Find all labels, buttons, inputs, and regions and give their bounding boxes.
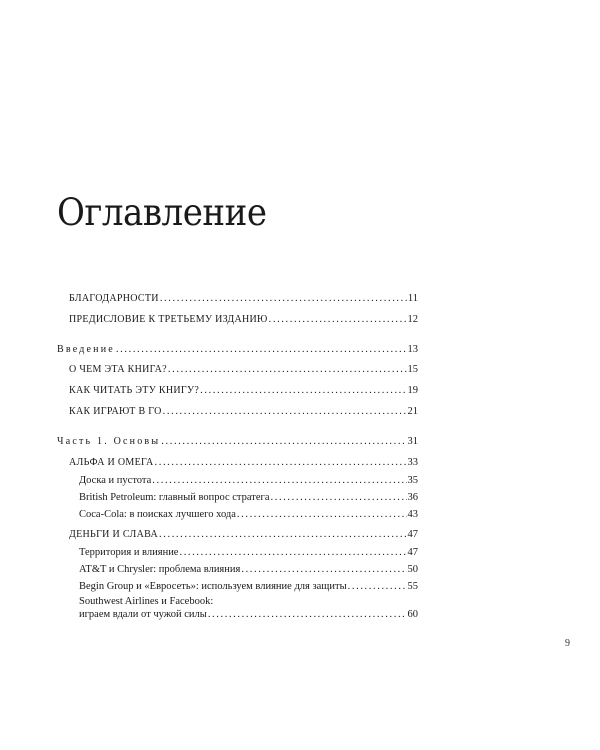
toc-entry-introduction[interactable]: [57, 343, 418, 357]
toc-entry-title: Coca-Cola: в поисках лучшего хода: [79, 509, 236, 520]
toc-leader-dots: [159, 292, 407, 306]
toc-leader-dots: [162, 405, 407, 419]
toc-entry-title: КАК ИГРАЮТ В ГО: [69, 406, 162, 417]
toc-entry-title: British Petroleum: главный вопрос стратега: [79, 492, 270, 503]
toc-entry-alpha-omega[interactable]: [69, 456, 418, 470]
toc-entry-page: 60: [407, 609, 418, 620]
toc-leader-dots: [236, 508, 407, 522]
toc-entry-att-chrysler[interactable]: [79, 563, 418, 577]
toc-entry-title: Часть 1. Основы: [57, 436, 161, 447]
toc-entry-page: 11: [407, 293, 418, 304]
toc-entry-british-petroleum[interactable]: [79, 491, 418, 505]
toc-entry-page: 31: [407, 436, 418, 447]
toc-leader-dots: [154, 456, 407, 470]
toc-entry-page: 35: [407, 475, 418, 486]
toc-entry-title-line1: Southwest Airlines и Facebook:: [79, 596, 214, 607]
page-number: 9: [565, 638, 570, 649]
toc-entry-title: Доска и пустота: [79, 475, 152, 486]
toc-entry-title: БЛАГОДАРНОСТИ: [69, 293, 159, 304]
toc-leader-dots: [207, 608, 407, 621]
toc-entry-acknowledgements[interactable]: [69, 292, 418, 306]
page-title: Оглавление: [57, 191, 267, 234]
toc-entry-coca-cola[interactable]: [79, 508, 418, 522]
toc-entry-territory-influence[interactable]: [79, 546, 418, 560]
toc-entry-page: 47: [407, 529, 418, 540]
toc-entry-page: 33: [407, 457, 418, 468]
toc-leader-dots: [199, 384, 406, 398]
toc-entry-title: ПРЕДИСЛОВИЕ К ТРЕТЬЕМУ ИЗДАНИЮ: [69, 314, 268, 325]
toc-entry-title: Введение: [57, 344, 115, 355]
toc-entry-how-go-is-played[interactable]: [69, 405, 418, 419]
toc-entry-page: 21: [407, 406, 418, 417]
toc-entry-board-and-void[interactable]: [79, 474, 418, 488]
toc-entry-page: 43: [407, 509, 418, 520]
toc-entry-page: 47: [407, 547, 418, 558]
toc-entry-page: 36: [407, 492, 418, 503]
toc-entry-part-1[interactable]: [57, 435, 418, 449]
toc-leader-dots: [151, 474, 406, 488]
toc-entry-page: 50: [407, 564, 418, 575]
toc-entry-preface[interactable]: [69, 313, 418, 327]
toc-leader-dots: [270, 491, 407, 505]
toc-leader-dots: [178, 546, 406, 560]
toc-entry-begin-group[interactable]: [79, 580, 418, 594]
toc-entry-title: АЛЬФА И ОМЕГА: [69, 457, 154, 468]
toc-entry-page: 13: [407, 344, 418, 355]
toc-leader-dots: [115, 343, 407, 357]
toc-entry-title: AT&T и Chrysler: проблема влияния: [79, 564, 241, 575]
toc-leader-dots: [268, 313, 407, 327]
toc-entry-title: Begin Group и «Евросеть»: используем влияние для защиты: [79, 581, 347, 592]
toc-entry-title: Территория и влияние: [79, 547, 179, 558]
toc-leader-dots: [347, 580, 407, 594]
toc-entry-money-and-glory[interactable]: [69, 528, 418, 542]
toc-entry-title: КАК ЧИТАТЬ ЭТУ КНИГУ?: [69, 385, 200, 396]
toc-leader-dots: [158, 528, 406, 542]
toc-entry-southwest-facebook[interactable]: [79, 595, 418, 621]
toc-entry-title-line2: играем вдали от чужой силы: [79, 609, 207, 620]
toc-entry-title: О ЧЕМ ЭТА КНИГА?: [69, 364, 167, 375]
toc-entry-about-book[interactable]: [69, 363, 418, 377]
toc-leader-dots: [240, 563, 406, 577]
toc-entry-page: 55: [407, 581, 418, 592]
toc-entry-how-to-read[interactable]: [69, 384, 418, 398]
toc-entry-page: 12: [407, 314, 418, 325]
toc-entry-title: ДЕНЬГИ И СЛАВА: [69, 529, 159, 540]
toc-entry-page: 19: [407, 385, 418, 396]
toc-entry-page: 15: [407, 364, 418, 375]
toc-leader-dots: [160, 435, 406, 449]
toc-leader-dots: [167, 363, 407, 377]
toc-entry-line2: [79, 608, 418, 621]
